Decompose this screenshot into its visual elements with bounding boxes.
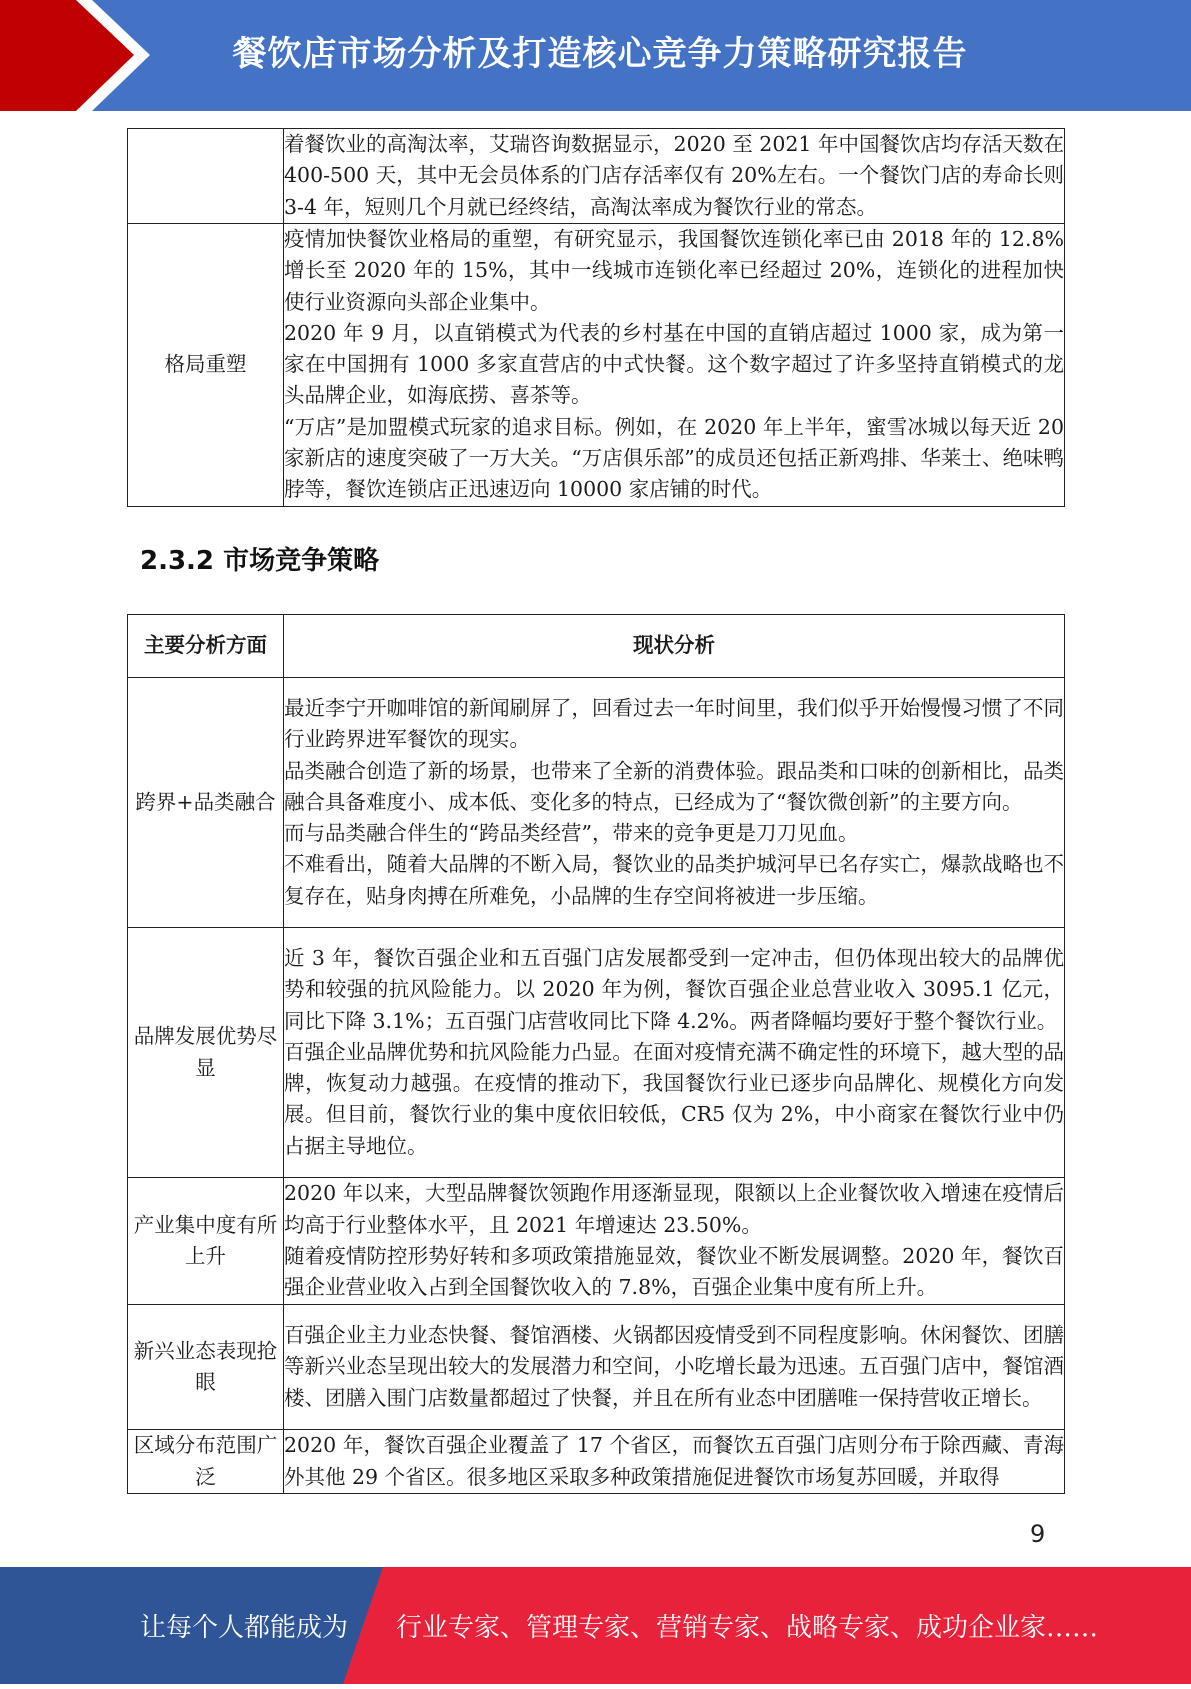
header-arrow-icon	[0, 0, 160, 111]
row-analysis	[284, 1430, 1065, 1494]
section-heading: 2.3.2 市场竞争策略	[140, 546, 380, 576]
row-analysis	[284, 1305, 1065, 1430]
column-header-analysis: 现状分析	[284, 615, 1065, 678]
row-analysis	[284, 1178, 1065, 1305]
table-row	[128, 1430, 1065, 1494]
row-category	[128, 129, 284, 224]
table-continued	[127, 128, 1065, 507]
analysis-paragraph: 百强企业主力业态快餐、餐馆酒楼、火锅都因疫情受到不同程度影响。休闲餐饮、团膳等新兴业态呈现出较大的发展潜力和空间，小吃增长最为迅速。五百强门店中，餐馆酒楼、团膳入围门店数量都超过了快餐，并且在所有业态中团膳唯一保持营收正增长。	[284, 1323, 1064, 1410]
analysis-paragraph: 随着疫情防控形势好转和多项政策措施显效，餐饮业不断发展调整。2020 年，餐饮百强企业营业收入占到全国餐饮收入的 7.8%，百强企业集中度有所上升。	[284, 1244, 1064, 1300]
row-analysis	[284, 928, 1065, 1178]
row-category: 区域分布范围广泛	[128, 1430, 284, 1494]
analysis-paragraph: 2020 年，餐饮百强企业覆盖了 17 个省区，而餐饮五百强门店则分布于除西藏、青海外其他 29 个省区。很多地区采取多种政策措施促进餐饮市场复苏回暖，并取得	[284, 1433, 1064, 1489]
competition-strategy-table	[127, 614, 1065, 1494]
table-row	[128, 129, 1065, 224]
analysis-paragraph: 着餐饮业的高淘汰率，艾瑞咨询数据显示，2020 至 2021 年中国餐饮店均存活天数在 400-500 天，其中无会员体系的门店存活率仅有 20%左右。一个餐饮门店的寿命长则 3-4 年，短则几个月就已经终结，高淘汰率成为餐饮行业的常态。	[284, 132, 1064, 219]
table-row	[128, 224, 1065, 507]
footer-slogan-left: 让每个人都能成为	[140, 1613, 349, 1643]
row-analysis	[284, 129, 1065, 224]
row-category: 品牌发展优势尽显	[128, 928, 284, 1178]
table-row	[128, 928, 1065, 1178]
row-category: 产业集中度有所上升	[128, 1178, 284, 1305]
table-row	[128, 1305, 1065, 1430]
page-number: 9	[1030, 1520, 1046, 1548]
analysis-paragraph: 百强企业品牌优势和抗风险能力凸显。在面对疫情充满不确定性的环境下，越大型的品牌，恢复动力越强。在疫情的推动下，我国餐饮行业已逐步向品牌化、规模化方向发展。但目前，餐饮行业的集中度依旧较低，CR5 仅为 2%，中小商家在餐饮行业中仍占据主导地位。	[284, 1039, 1064, 1158]
table-header-row	[128, 615, 1065, 678]
row-category: 跨界+品类融合	[128, 678, 284, 928]
row-analysis	[284, 678, 1065, 928]
report-title: 餐饮店市场分析及打造核心竞争力策略研究报告	[232, 34, 968, 74]
analysis-paragraph: 近 3 年，餐饮百强企业和五百强门店发展都受到一定冲击，但仍体现出较大的品牌优势和较强的抗风险能力。以 2020 年为例，餐饮百强企业总营业收入 3095.1 亿元，同比下降 3.1%；五百强门店营收同比下降 4.2%。两者降幅均要好于整个餐饮行业。	[284, 945, 1064, 1033]
analysis-paragraph: 2020 年以来，大型品牌餐饮领跑作用逐渐显现，限额以上企业餐饮收入增速在疫情后均高于行业整体水平，且 2021 年增速达 23.50%。	[284, 1181, 1064, 1237]
analysis-paragraph: “万店”是加盟模式玩家的追求目标。例如，在 2020 年上半年，蜜雪冰城以每天近 20 家新店的速度突破了一万大关。“万店俱乐部”的成员还包括正新鸡排、华莱士、绝味鸭脖等，餐饮连锁店正迅速迈向 10000 家店铺的时代。	[284, 414, 1064, 502]
table-row	[128, 1178, 1065, 1305]
footer-slogan-right: 行业专家、管理专家、营销专家、战略专家、成功企业家……	[396, 1613, 1099, 1643]
analysis-paragraph: 疫情加快餐饮业格局的重塑，有研究显示，我国餐饮连锁化率已由 2018 年的 12.8%增长至 2020 年的 15%，其中一线城市连锁化率已经超过 20%，连锁化的进程加快使行业资源向头部企业集中。	[284, 227, 1064, 314]
analysis-paragraph: 最近李宁开咖啡馆的新闻刷屏了，回看过去一年时间里，我们似乎开始慢慢习惯了不同行业跨界进军餐饮的现实。	[284, 695, 1064, 752]
row-category: 格局重塑	[128, 224, 284, 507]
footer-banner	[0, 1567, 1191, 1684]
analysis-paragraph: 而与品类融合伴生的“跨品类经营”，带来的竞争更是刀刀见血。	[284, 821, 859, 846]
analysis-paragraph: 不难看出，随着大品牌的不断入局，餐饮业的品类护城河早已名存实亡，爆款战略也不复存在，贴身肉搏在所难免，小品牌的生存空间将被进一步压缩。	[284, 852, 1064, 908]
table-row	[128, 678, 1065, 928]
header-banner	[0, 0, 1191, 111]
row-category: 新兴业态表现抢眼	[128, 1305, 284, 1430]
analysis-paragraph: 品类融合创造了新的场景，也带来了全新的消费体验。跟品类和口味的创新相比，品类融合具备难度小、成本低、变化多的特点，已经成为了“餐饮微创新”的主要方向。	[284, 758, 1064, 814]
analysis-paragraph: 2020 年 9 月，以直销模式为代表的乡村基在中国的直销店超过 1000 家，成为第一家在中国拥有 1000 多家直营店的中式快餐。这个数字超过了许多坚持直销模式的龙头品牌企业，如海底捞、喜茶等。	[284, 320, 1064, 408]
column-header-aspect: 主要分析方面	[128, 615, 284, 678]
row-analysis	[284, 224, 1065, 507]
